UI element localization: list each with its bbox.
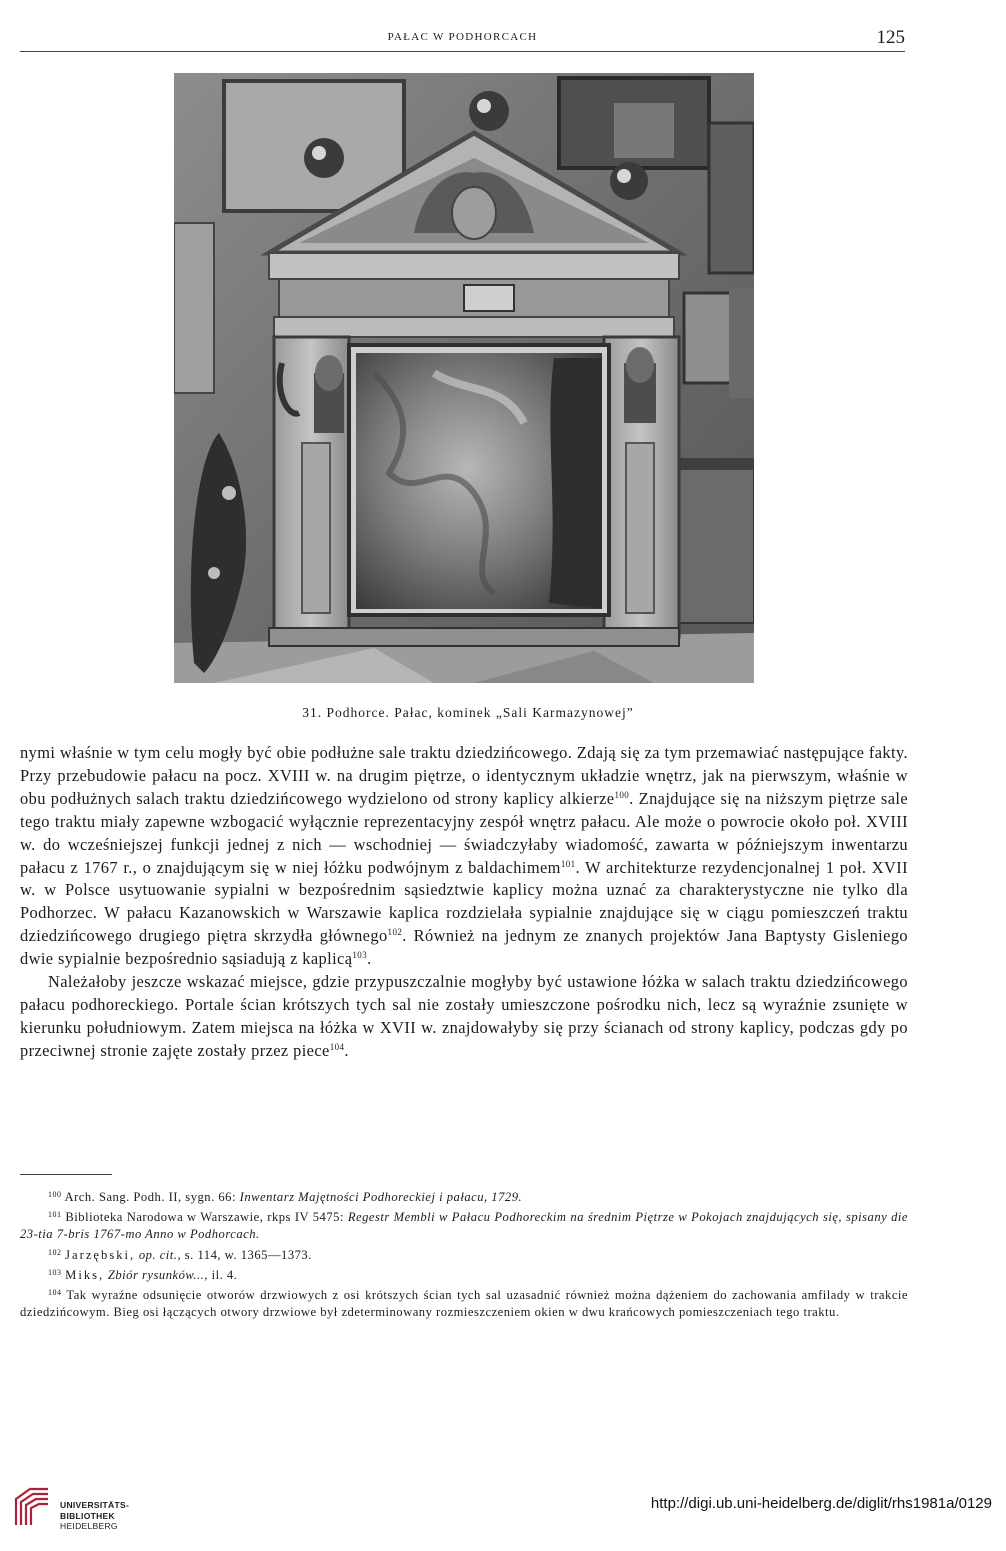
footnote-title: op. cit. <box>138 1247 178 1262</box>
footnote-author: Miks, <box>65 1267 105 1282</box>
footnote-author: Jarzębski, <box>65 1247 136 1262</box>
fireplace-photograph <box>174 73 754 683</box>
footnote <box>20 1186 908 1206</box>
source-url-link[interactable]: http://digi.ub.uni-heidelberg.de/diglit/rhs1981a/0129 <box>650 1495 992 1512</box>
university-library-logo-icon <box>10 1485 54 1529</box>
footnote <box>20 1284 908 1321</box>
library-name <box>60 1500 129 1532</box>
footnote-text: Arch. Sang. Podh. II, sygn. 66: <box>64 1190 240 1204</box>
paragraph <box>20 742 908 971</box>
footnote <box>20 1206 908 1243</box>
paragraph-text: Należałoby jeszcze wskazać miejsce, gdzie przypuszczalnie mogłyby być ustawione łóżka w salach traktu dziedzińcowego pałacu podhoreckiego. Portale ścian krótszych tych sal nie zostały umieszczone pośrodku nich, lecz są wyraźnie zsunięte w kierunku południowym. Zatem miejsca na łóżka w XVII w. znajdowałyby się przy ścianach od strony kaplicy, podczas gdy po przeciwnej stronie zajęte zostały przez piece <box>20 972 908 1060</box>
library-name-line: BIBLIOTHEK <box>60 1510 115 1521</box>
footnote-ref: 104 <box>329 1041 345 1052</box>
footnote-number: 103 <box>48 1267 62 1277</box>
footnote-number: 101 <box>48 1210 62 1220</box>
footnote-ref: 101 <box>560 858 576 869</box>
running-head-title: PAŁAC W PODHORCACH <box>387 31 538 43</box>
footnote-text: , il. 4. <box>204 1267 238 1282</box>
footnote-rule <box>20 1174 112 1175</box>
footnote <box>20 1244 908 1264</box>
running-head <box>20 29 905 51</box>
page-footer <box>0 1477 1006 1551</box>
footnote-number: 100 <box>48 1190 62 1199</box>
footnote-ref: 103 <box>352 950 368 961</box>
footnote-title: Regestr Membli w Pałacu Podhoreckim na średnim Piętrze w Pokojach znajdujących się, spisany die 23-tia 7-bris 1767-mo Anno w Podhorcach. <box>20 1210 908 1242</box>
library-logo-mark <box>10 1485 54 1529</box>
footnote-ref: 102 <box>387 927 403 938</box>
paragraph <box>20 971 908 1063</box>
paragraph-text: nymi właśnie w tym celu mogły być obie podłużne sale traktu dziedzińcowego. Zdają się za tym przemawiać następujące fakty. Przy przebudowie pałacu na pocz. XVIII w. na drugim piętrze, o identycznym układzie wnętrz, jak na pierwszym, właśnie w obu podłużnych salach traktu dziedzińcowego wydzielono od strony kaplicy alkierze <box>20 743 908 808</box>
paragraph-text: . Również na jednym ze znanych projektów Jana Baptysty Gisleniego dwie sypialnie bezpośrednio sąsiadują z kaplicą <box>20 926 909 969</box>
body-text <box>20 742 908 1063</box>
footnote-title: Zbiór rysunków... <box>107 1267 205 1282</box>
footnote-text: , s. 114, w. 1365—1373. <box>177 1247 312 1262</box>
footnote-title: Inwentarz Majętności Podhoreckiej i pałacu, 1729. <box>239 1190 523 1204</box>
header-rule <box>20 51 905 52</box>
paragraph-text: . Znajdujące się na niższym piętrze sale tego traktu miały zapewne wzbogacić wyłącznie reprezentacyjny zespół wnętrz pałacu. Ale może o powrocie około poł. XVIII w. do wcześniejszej funkcji jednej z nich — wschodniej — świadczyłaby wiadomość, zawarta w późniejszym inwentarzu pałacu z 1767 r., o znajdującym się w niej łóżku podwójnym z baldachimem <box>20 788 909 877</box>
paragraph-text: . <box>344 1040 349 1060</box>
footnote-number: 104 <box>48 1288 62 1298</box>
footnote-number: 102 <box>48 1247 62 1257</box>
page-number: 125 <box>876 27 905 48</box>
footnotes <box>20 1186 908 1321</box>
paragraph-text: . W architekturze rezydencjonalnej 1 poł. XVII w. w Polsce usytuowanie sypialni w bezpośrednim sąsiedztwie kaplicy można uznać za charakterystyczne nie tylko dla Podhorzec. W pałacu Kazanowskich w Warszawie kaplica rozdzielała sypialnie znajdujące się w ciągu pomieszczeń traktu dziedzińcowego drugiego piętra skrzydła głównego <box>20 857 908 946</box>
footnote-text: Tak wyraźne odsunięcie otworów drzwiowych z osi krótszych ścian tych sal uzasadnić również można dążeniem do zachowania amfilady w trakcie dziedzińcowym. Bieg osi łączących otwory drzwiowe był zdeterminowany rozmieszczeniem okien w dwu krańcowych pomieszczeniach tego traktu. <box>20 1288 908 1320</box>
paragraph-text: . <box>367 949 372 969</box>
footnote-ref: 100 <box>614 789 630 800</box>
figure-caption: 31. Podhorce. Pałac, kominek „Sali Karmazynowej” <box>302 705 634 720</box>
library-name-line: HEIDELBERG <box>60 1521 118 1531</box>
footnote <box>20 1264 908 1284</box>
footnote-text: Biblioteka Narodowa w Warszawie, rkps IV 5475: <box>65 1210 348 1225</box>
fireplace-illustration <box>174 73 754 683</box>
library-name-line: UNIVERSITÄTS- <box>60 1500 130 1510</box>
